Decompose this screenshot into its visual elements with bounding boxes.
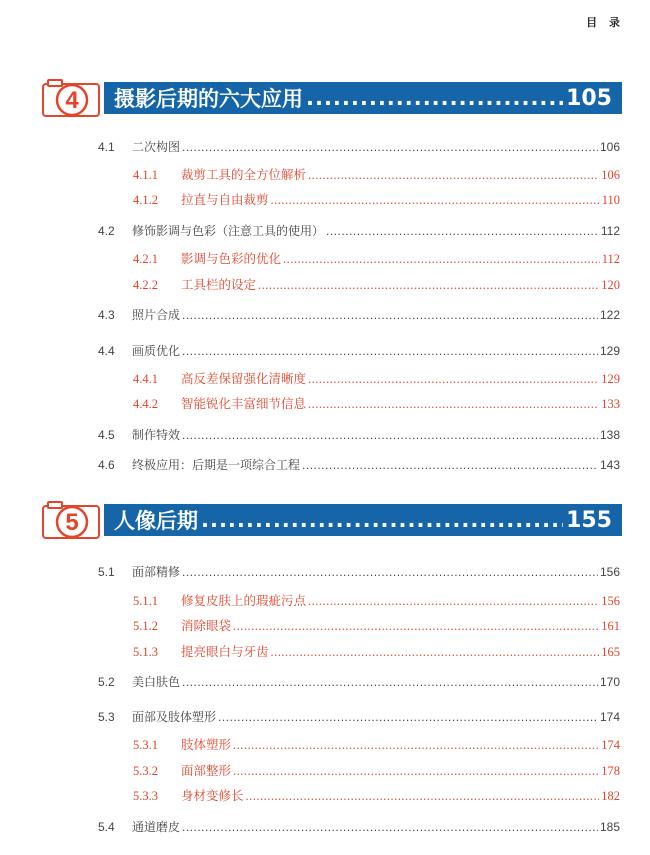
entry-title: 修饰影调与色彩（注意工具的使用） (132, 224, 325, 238)
entry-number: 4.2 (98, 224, 115, 238)
entry-title: 面部及肢体塑形 (132, 710, 217, 724)
entry-number: 5.4 (98, 820, 115, 834)
leader-dots (308, 395, 599, 413)
toc-subentry[interactable] (133, 787, 620, 805)
toc-subentry[interactable] (133, 736, 620, 754)
entry-number: 5.3.3 (133, 789, 158, 803)
toc-subentry[interactable] (133, 250, 620, 268)
chapter-5-heading[interactable] (42, 500, 622, 540)
entry-number: 5.2 (98, 675, 115, 689)
entry-title: 面部整形 (181, 763, 232, 778)
entry-page: 120 (601, 278, 620, 292)
entry-number: 5.1.3 (133, 645, 158, 659)
leader-dots (271, 191, 600, 209)
toc-subentry[interactable] (133, 276, 620, 294)
entry-number: 4.1 (98, 140, 115, 154)
toc-subentry[interactable] (133, 395, 620, 413)
entry-page: 178 (601, 764, 620, 778)
entry-number: 5.1.2 (133, 619, 158, 633)
leader-dots (233, 762, 599, 780)
entry-page: 174 (601, 738, 620, 752)
toc-entry[interactable] (98, 563, 620, 581)
entry-title: 裁剪工具的全方位解析 (181, 167, 307, 182)
entry-title: 面部精修 (132, 565, 181, 579)
entry-page: 156 (601, 594, 620, 608)
toc-entry[interactable] (98, 222, 620, 240)
leader-dots (201, 508, 563, 532)
entry-number: 4.4.2 (133, 397, 158, 411)
chapter-title-bar (104, 504, 622, 536)
leader-dots (326, 222, 599, 240)
toc-subentry[interactable] (133, 191, 620, 209)
entry-title: 修复皮肤上的瑕疵污点 (181, 593, 307, 608)
toc-subentry[interactable] (133, 166, 620, 184)
entry-page: 143 (599, 458, 620, 472)
leader-dots (283, 250, 600, 268)
entry-title: 通道磨皮 (132, 820, 181, 834)
toc-entry[interactable] (98, 342, 620, 360)
entry-title: 终极应用：后期是一项综合工程 (132, 458, 301, 472)
leader-dots (246, 787, 600, 805)
entry-title: 高反差保留强化清晰度 (181, 371, 307, 386)
entry-title: 智能锐化丰富细节信息 (181, 396, 307, 411)
toc-entry[interactable] (98, 426, 620, 444)
entry-page: 133 (601, 397, 620, 411)
entry-title: 拉直与自由裁剪 (181, 192, 269, 207)
entry-page: 182 (601, 789, 620, 803)
entry-page: 106 (601, 168, 620, 182)
leader-dots (306, 86, 563, 110)
entry-page: 156 (599, 565, 620, 579)
entry-title: 制作特效 (132, 428, 181, 442)
entry-page: 106 (599, 140, 620, 154)
entry-page: 161 (601, 619, 620, 633)
entry-number: 4.1.1 (133, 168, 158, 182)
camera-number-badge-icon (42, 500, 100, 540)
entry-number: 5.3.1 (133, 738, 158, 752)
entry-title: 消除眼袋 (181, 618, 232, 633)
chapter-title: 摄影后期的六大应用 (114, 87, 303, 111)
chapter-title: 人像后期 (114, 509, 198, 533)
leader-dots (182, 342, 598, 360)
leader-dots (271, 643, 600, 661)
toc-subentry[interactable] (133, 617, 620, 635)
entry-number: 4.6 (98, 458, 115, 472)
entry-title: 美白肤色 (132, 675, 181, 689)
entry-title: 提亮眼白与牙齿 (181, 644, 269, 659)
entry-page: 138 (599, 428, 620, 442)
leader-dots (182, 138, 598, 156)
toc-entry[interactable] (98, 708, 620, 726)
toc-entry[interactable] (98, 456, 620, 474)
entry-page: 110 (601, 193, 620, 207)
entry-page: 112 (600, 224, 620, 238)
entry-number: 4.2.2 (133, 278, 158, 292)
chapter-number: 5 (65, 509, 79, 536)
toc-subentry[interactable] (133, 370, 620, 388)
entry-page: 170 (599, 675, 620, 689)
chapter-page: 155 (566, 507, 612, 533)
leader-dots (182, 818, 598, 836)
entry-number: 4.5 (98, 428, 115, 442)
entry-title: 影调与色彩的优化 (181, 251, 282, 266)
entry-title: 肢体塑形 (181, 737, 232, 752)
leader-dots (182, 673, 598, 691)
toc-subentry[interactable] (133, 762, 620, 780)
entry-number: 4.4 (98, 344, 115, 358)
entry-number: 5.1 (98, 565, 115, 579)
leader-dots (233, 617, 599, 635)
chapter-page: 105 (566, 85, 612, 111)
entry-page: 122 (599, 308, 620, 322)
toc-entry[interactable] (98, 306, 620, 324)
entry-number: 4.2.1 (133, 252, 158, 266)
toc-entry[interactable] (98, 138, 620, 156)
chapter-title-bar (104, 82, 622, 114)
leader-dots (302, 456, 598, 474)
entry-title: 身材变修长 (181, 788, 244, 803)
entry-page: 185 (599, 820, 620, 834)
entry-number: 5.1.1 (133, 594, 158, 608)
chapter-4-heading[interactable] (42, 78, 622, 118)
leader-dots (258, 276, 599, 294)
leader-dots (182, 426, 598, 444)
entry-page: 112 (601, 252, 620, 266)
entry-number: 5.3 (98, 710, 115, 724)
entry-page: 165 (601, 645, 620, 659)
toc-subentry[interactable] (133, 592, 620, 610)
entry-number: 4.4.1 (133, 372, 158, 386)
entry-title: 工具栏的设定 (181, 277, 257, 292)
leader-dots (182, 563, 598, 581)
toc-header-label: 目 录 (586, 16, 624, 29)
entry-page: 129 (599, 344, 620, 358)
chapter-number: 4 (65, 87, 79, 114)
entry-title: 照片合成 (132, 308, 181, 322)
entry-title: 二次构图 (132, 140, 181, 154)
entry-page: 129 (601, 372, 620, 386)
leader-dots (308, 370, 599, 388)
entry-title: 画质优化 (132, 344, 181, 358)
leader-dots (308, 166, 599, 184)
leader-dots (233, 736, 599, 754)
entry-page: 174 (599, 710, 620, 724)
leader-dots (308, 592, 599, 610)
entry-number: 4.3 (98, 308, 115, 322)
toc-entry[interactable] (98, 673, 620, 691)
leader-dots (218, 708, 598, 726)
entry-number: 5.3.2 (133, 764, 158, 778)
leader-dots (182, 306, 598, 324)
entry-number: 4.1.2 (133, 193, 158, 207)
toc-subentry[interactable] (133, 643, 620, 661)
toc-entry[interactable] (98, 818, 620, 836)
camera-number-badge-icon (42, 78, 100, 118)
